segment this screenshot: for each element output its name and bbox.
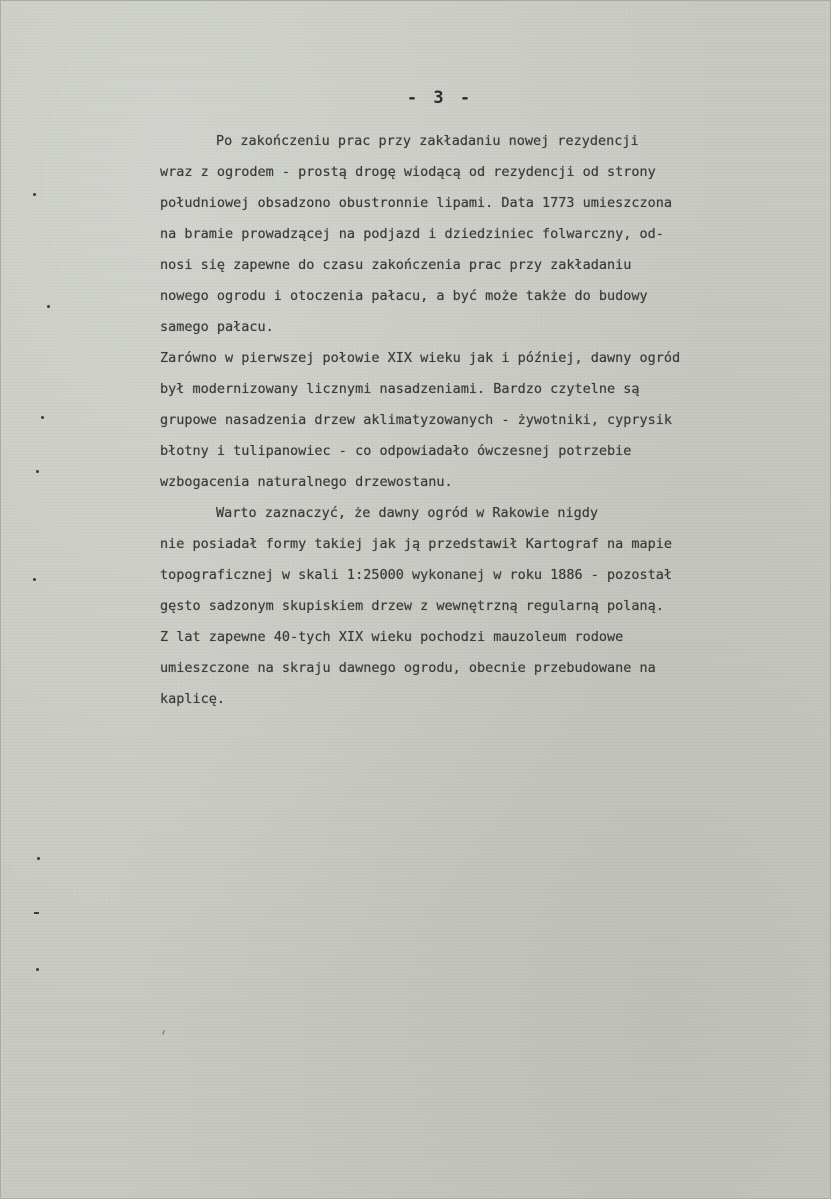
text-line: Zarówno w pierwszej połowie XIX wieku jak i później, dawny ogród — [160, 350, 681, 366]
document-body — [160, 126, 810, 715]
margin-mark — [47, 305, 50, 308]
paper-speck — [162, 1030, 165, 1035]
text-line: wzbogacenia naturalnego drzewostanu. — [160, 474, 453, 490]
text-line: nie posiadał formy takiej jak ją przedstawił Kartograf na mapie — [160, 536, 673, 552]
margin-mark — [36, 470, 39, 473]
margin-mark — [37, 857, 40, 860]
text-line: nosi się zapewne do czasu zakończenia prac przy zakładaniu — [160, 257, 632, 273]
page-number: - 3 - — [406, 88, 474, 108]
margin-mark — [33, 193, 36, 196]
text-line: umieszczone na skraju dawnego ogrodu, obecnie przebudowane na — [160, 660, 656, 676]
text-line: nowego ogrodu i otoczenia pałacu, a być może także do budowy — [160, 288, 648, 304]
text-line: wraz z ogrodem - prostą drogę wiodącą od rezydencji od strony — [160, 164, 656, 180]
margin-mark — [33, 578, 36, 581]
text-line: błotny i tulipanowiec - co odpowiadało ówczesnej potrzebie — [160, 443, 632, 459]
margin-mark — [34, 912, 39, 914]
text-line: na bramie prowadzącej na podjazd i dziedziniec folwarczny, od- — [160, 226, 664, 242]
text-line: samego pałacu. — [160, 319, 274, 335]
margin-mark — [36, 968, 39, 971]
text-line: gęsto sadzonym skupiskiem drzew z wewnętrzną regularną polaną. — [160, 598, 664, 614]
text-line: kaplicę. — [160, 691, 226, 707]
text-line: Warto zaznaczyć, że dawny ogród w Rakowie nigdy — [216, 505, 599, 521]
text-line: Po zakończeniu prac przy zakładaniu nowej rezydencji — [216, 133, 639, 149]
text-line: był modernizowany licznymi nasadzeniami. Bardzo czytelne są — [160, 381, 640, 397]
text-line: grupowe nasadzenia drzew aklimatyzowanych - żywotniki, cyprysik — [160, 412, 673, 428]
text-line: topograficznej w skali 1:25000 wykonanej w roku 1886 - pozostał — [160, 567, 673, 583]
margin-mark — [41, 416, 44, 419]
text-line: Z lat zapewne 40-tych XIX wieku pochodzi mauzoleum rodowe — [160, 629, 624, 645]
text-line: południowej obsadzono obustronnie lipami. Data 1773 umieszczona — [160, 195, 673, 211]
